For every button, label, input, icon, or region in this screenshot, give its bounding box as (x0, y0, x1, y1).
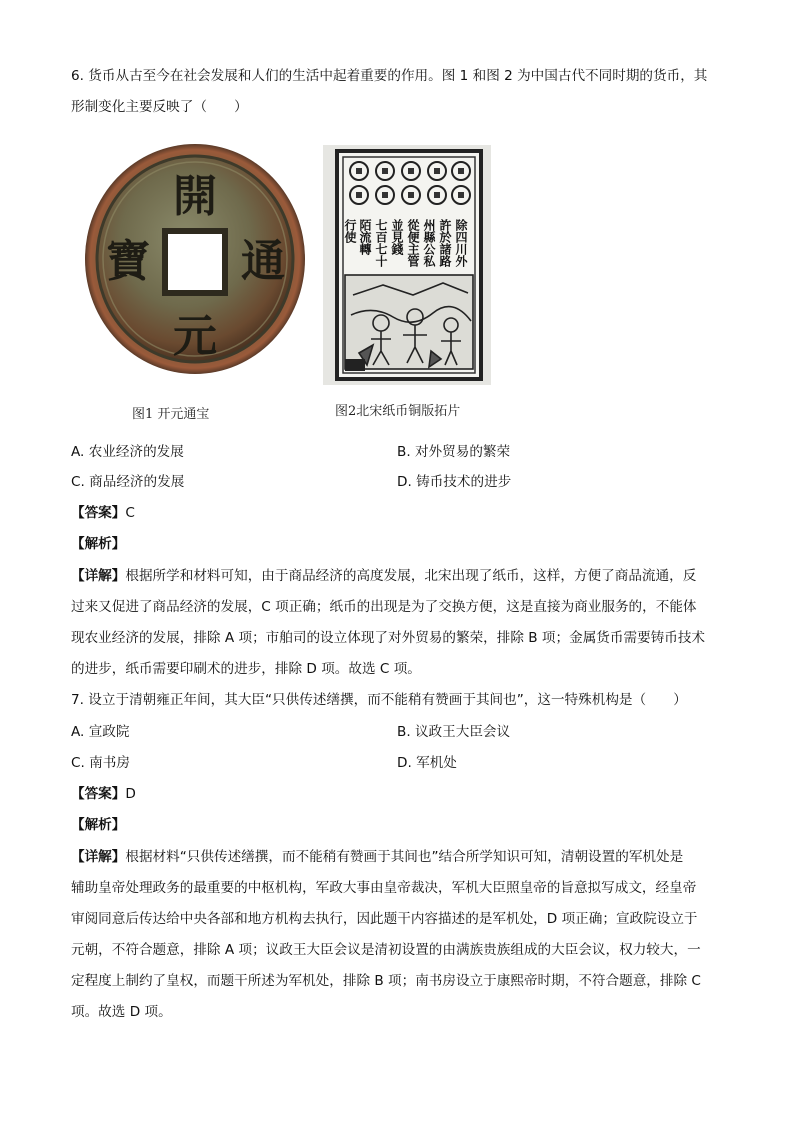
q7-detail-text-4: 元朝，不符合题意，排除 A 项；议政王大臣会议是清初设置的由满族贵族组成的大臣会议，权力较大，一 (71, 942, 701, 958)
q7-option-d[interactable]: D. 军机处 (397, 755, 457, 771)
coin-char-bottom: 元 (173, 311, 217, 362)
q7-detail-text-2: 辅助皇帝处理政务的最重要的中枢机构，军政大事由皇帝裁决，军机大臣照皇帝的旨意拟写成文，经皇帝 (71, 880, 697, 896)
q6-option-a[interactable]: A. 农业经济的发展 (71, 444, 184, 460)
q7-detail-text-6: 项。故选 D 项。 (71, 1004, 172, 1020)
fig2-caption: 图2北宋纸币铜版拓片 (335, 404, 461, 419)
coin-char-left: 寶 (106, 236, 150, 287)
q6-detail-text-3: 现农业经济的发展，排除 A 项；市舶司的设立体现了对外贸易的繁荣，排除 B 项；金属货币需要铸币技术 (71, 630, 706, 646)
q7-detail-label: 【详解】 (71, 849, 126, 865)
q7-detail-text-5: 定程度上制约了皇权，而题干所述为军机处，排除 B 项；南书房设立于康熙帝时期，不符合题意，排除 C (71, 973, 701, 989)
q6-detail-text-1: 根据所学和材料可知，由于商品经济的高度发展，北宋出现了纸币，这样，方便了商品流通，反 (125, 568, 697, 584)
q7-stem: 7. 设立于清朝雍正年间，其大臣“只供传述缮撰，而不能稍有赞画于其间也”，这一特殊机构是（ ） (71, 692, 687, 708)
fig1-caption: 图1 开元通宝 (132, 407, 210, 422)
q7-detail-text-1: 根据材料“只供传述缮撰，而不能稍有赞画于其间也”结合所学知识可知，清朝设置的军机处是 (125, 849, 684, 865)
q7-analysis-label: 【解析】 (71, 817, 126, 833)
rubbing-text-col-3: 州縣公私 (422, 219, 436, 267)
coin-char-top: 開 (173, 171, 217, 222)
rubbing-text-col-5: 並見錢 (390, 219, 404, 255)
q7-option-c[interactable]: C. 南书房 (71, 755, 130, 771)
q7-detail-line1 (71, 847, 721, 867)
q7-option-b[interactable]: B. 议政王大臣会议 (397, 724, 511, 740)
rubbing-text-col-7: 陌流轉 (358, 219, 372, 255)
q6-answer-label: 【答案】 (71, 505, 126, 521)
q6-stem-line1: 6. 货币从古至今在社会发展和人们的生活中起着重要的作用。图 1 和图 2 为中国古代不同时期的货币，其 (71, 68, 708, 84)
q6-analysis-label: 【解析】 (71, 536, 126, 552)
q6-answer (71, 503, 135, 523)
q7-answer (71, 784, 136, 804)
rubbing-text-col-2: 許於諸路 (438, 219, 452, 267)
q6-detail-label: 【详解】 (71, 568, 126, 584)
q6-detail-text-4: 的进步，纸币需要印刷术的进步，排除 D 项。故选 C 项。 (71, 661, 421, 677)
kaiyuan-coin-image (84, 143, 306, 375)
q6-option-b[interactable]: B. 对外贸易的繁荣 (397, 444, 511, 460)
q6-option-d[interactable]: D. 铸币技术的进步 (397, 474, 512, 490)
q6-detail-text-2: 过来又促进了商品经济的发展，C 项正确；纸币的出现是为了交换方便，这是直接为商业服务的，不能体 (71, 599, 697, 615)
q7-detail-text-3: 审阅同意后传达给中央各部和地方机构去执行，因此题干内容描述的是军机处，D 项正确；宣政院设立于 (71, 911, 698, 927)
rubbing-text-col-4: 從便主管 (406, 219, 420, 267)
rubbing-text-col-8: 行使 (343, 219, 357, 243)
song-paper-money-rubbing-image (323, 145, 491, 385)
q7-answer-label: 【答案】 (71, 786, 126, 802)
q6-stem-line2: 形制变化主要反映了（ ） (71, 99, 248, 115)
q7-answer-value: D (125, 786, 136, 802)
coin-char-right: 通 (241, 236, 285, 287)
rubbing-text-col-6: 七百七十 (374, 219, 388, 267)
q7-option-a[interactable]: A. 宣政院 (71, 724, 130, 740)
rubbing-text-col-1: 除四川外 (454, 219, 468, 267)
q6-detail-line1 (71, 566, 721, 586)
q6-answer-value: C (125, 505, 135, 521)
q6-option-c[interactable]: C. 商品经济的发展 (71, 474, 185, 490)
